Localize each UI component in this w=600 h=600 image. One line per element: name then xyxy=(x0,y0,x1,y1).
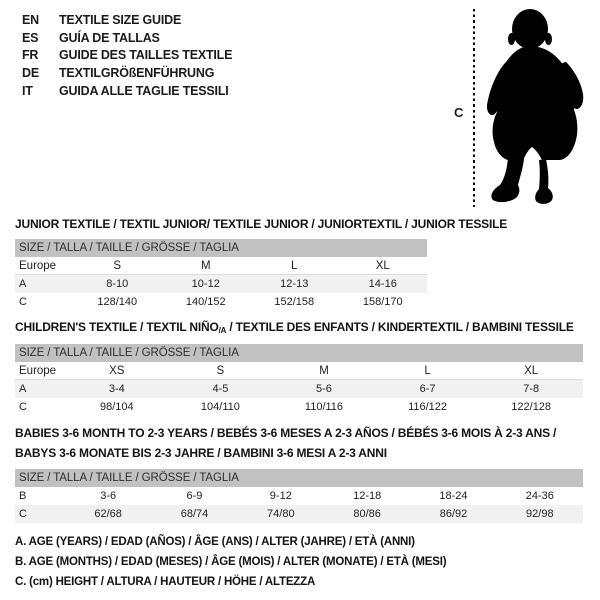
table-cell: Europe xyxy=(19,259,57,272)
size-header-bar: SIZE / TALLA / TAILLE / GRÖSSE / TAGLIA xyxy=(15,344,583,362)
table-cell: Europe xyxy=(19,364,57,377)
language-code: DE xyxy=(22,66,39,81)
table-cell: S xyxy=(216,364,225,377)
children-title-subscript: /A xyxy=(218,326,227,335)
height-c-label: C xyxy=(454,105,464,120)
language-code: EN xyxy=(22,12,39,27)
note-b: B. AGE (MONTHS) / EDAD (MESES) / ÂGE (MOIS) / ALTER (MONATE) / ETÀ (MESI) xyxy=(15,556,447,568)
babies-title-line1: BABIES 3-6 MONTH TO 2-3 YEARS / BEBÉS 3-6 MESES A 2-3 AÑOS / BÉBÉS 3-6 MOIS À 2-3 ANS / xyxy=(15,426,557,440)
size-header-bar: SIZE / TALLA / TAILLE / GRÖSSE / TAGLIA xyxy=(15,469,583,487)
language-code: ES xyxy=(22,30,39,45)
table-cell: L xyxy=(424,364,431,377)
table-row-europe xyxy=(15,257,427,275)
height-dashed-line xyxy=(473,9,475,207)
babies-section-title xyxy=(15,424,590,463)
table-cell: C xyxy=(19,401,27,413)
table-cell: C xyxy=(19,508,27,520)
table-cell: 128/140 xyxy=(97,296,138,308)
table-cell: M xyxy=(200,259,211,272)
table-cell: 62/68 xyxy=(94,508,122,520)
table-cell: XS xyxy=(109,364,125,377)
table-cell: 18-24 xyxy=(439,490,468,502)
table-cell: 10-12 xyxy=(191,278,220,290)
note-c: C. (cm) HEIGHT / ALTURA / HAUTEUR / HÖHE / ALTEZZA xyxy=(15,576,316,588)
table-cell: 4-5 xyxy=(212,383,229,395)
table-cell: A xyxy=(19,383,27,395)
baby-silhouette-icon xyxy=(484,8,588,208)
language-title-list xyxy=(22,11,232,100)
junior-size-table xyxy=(15,239,427,311)
table-cell: S xyxy=(113,259,122,272)
guide-title: GUÍA DE TALLAS xyxy=(59,30,160,45)
table-cell: 12-13 xyxy=(280,278,309,290)
table-cell: C xyxy=(19,296,27,308)
table-cell: 9-12 xyxy=(269,490,292,502)
table-row-c xyxy=(15,398,583,416)
table-cell: 3-4 xyxy=(108,383,125,395)
table-cell: 7-8 xyxy=(523,383,540,395)
table-cell: 104/110 xyxy=(200,401,240,413)
table-cell: 12-18 xyxy=(353,490,382,502)
legend-notes xyxy=(15,532,446,592)
table-cell: 5-6 xyxy=(316,383,332,395)
baby-figure xyxy=(440,0,600,215)
language-code: IT xyxy=(22,84,33,99)
note-a: A. AGE (YEARS) / EDAD (AÑOS) / ÂGE (ANS) / ALTER (JAHRE) / ETÀ (ANNI) xyxy=(15,536,415,548)
language-row-fr xyxy=(22,47,232,65)
table-cell: 14-16 xyxy=(368,278,397,290)
children-size-table xyxy=(15,344,583,416)
babies-title-line2: BABYS 3-6 MONATE BIS 2-3 JAHRE / BAMBINI 3-6 MESI A 2-3 ANNI xyxy=(15,445,387,460)
guide-title: TEXTILE SIZE GUIDE xyxy=(59,12,182,27)
table-row-c xyxy=(15,505,583,523)
children-section-title xyxy=(15,320,574,335)
table-cell: 140/152 xyxy=(185,296,226,308)
table-cell: 122/128 xyxy=(511,401,552,413)
children-title-pre: CHILDREN'S TEXTILE / TEXTIL NIÑO xyxy=(15,320,219,334)
table-cell: 24-36 xyxy=(525,490,554,502)
table-cell: 6-9 xyxy=(186,490,203,502)
table-cell: 3-6 xyxy=(100,490,117,502)
language-row-de xyxy=(22,64,232,82)
table-cell: 86/92 xyxy=(439,508,468,520)
table-row-a xyxy=(15,380,583,398)
guide-title: TEXTILGRÖßENFÜHRUNG xyxy=(59,66,215,81)
table-cell: M xyxy=(319,364,329,377)
size-header-bar: SIZE / TALLA / TAILLE / GRÖSSE / TAGLIA xyxy=(15,239,427,257)
table-cell: 74/80 xyxy=(267,508,295,520)
language-row-es xyxy=(22,29,232,47)
table-cell: 110/116 xyxy=(304,401,344,413)
language-code: FR xyxy=(22,48,39,63)
table-cell: 158/170 xyxy=(362,296,403,308)
table-cell: 116/122 xyxy=(408,401,448,413)
table-cell: 68/74 xyxy=(180,508,209,520)
language-row-it xyxy=(22,82,232,100)
guide-title: GUIDA ALLE TAGLIE TESSILI xyxy=(59,84,229,99)
table-cell: XL xyxy=(375,259,390,272)
table-row-a xyxy=(15,275,427,293)
guide-title: GUIDE DES TAILLES TEXTILE xyxy=(59,48,233,63)
table-cell: A xyxy=(19,278,27,290)
table-cell: B xyxy=(19,490,27,502)
babies-size-table xyxy=(15,469,583,523)
table-row-c xyxy=(15,293,427,311)
table-cell: 8-10 xyxy=(106,278,129,290)
table-cell: 98/104 xyxy=(99,401,134,413)
table-row-europe xyxy=(15,362,583,380)
children-title-post: / TEXTILE DES ENFANTS / KINDERTEXTIL / BAMBINI TESSILE xyxy=(226,320,574,334)
table-cell: 152/158 xyxy=(274,296,315,308)
table-cell: 80/86 xyxy=(353,508,381,520)
junior-section-title: JUNIOR TEXTILE / TEXTIL JUNIOR/ TEXTILE JUNIOR / JUNIORTEXTIL / JUNIOR TESSILE xyxy=(15,217,508,231)
language-row-en xyxy=(22,11,232,29)
table-row-b xyxy=(15,487,583,505)
table-cell: 92/98 xyxy=(526,508,554,520)
table-cell: L xyxy=(291,259,298,272)
table-cell: 6-7 xyxy=(419,383,436,395)
table-cell: XL xyxy=(524,364,539,377)
